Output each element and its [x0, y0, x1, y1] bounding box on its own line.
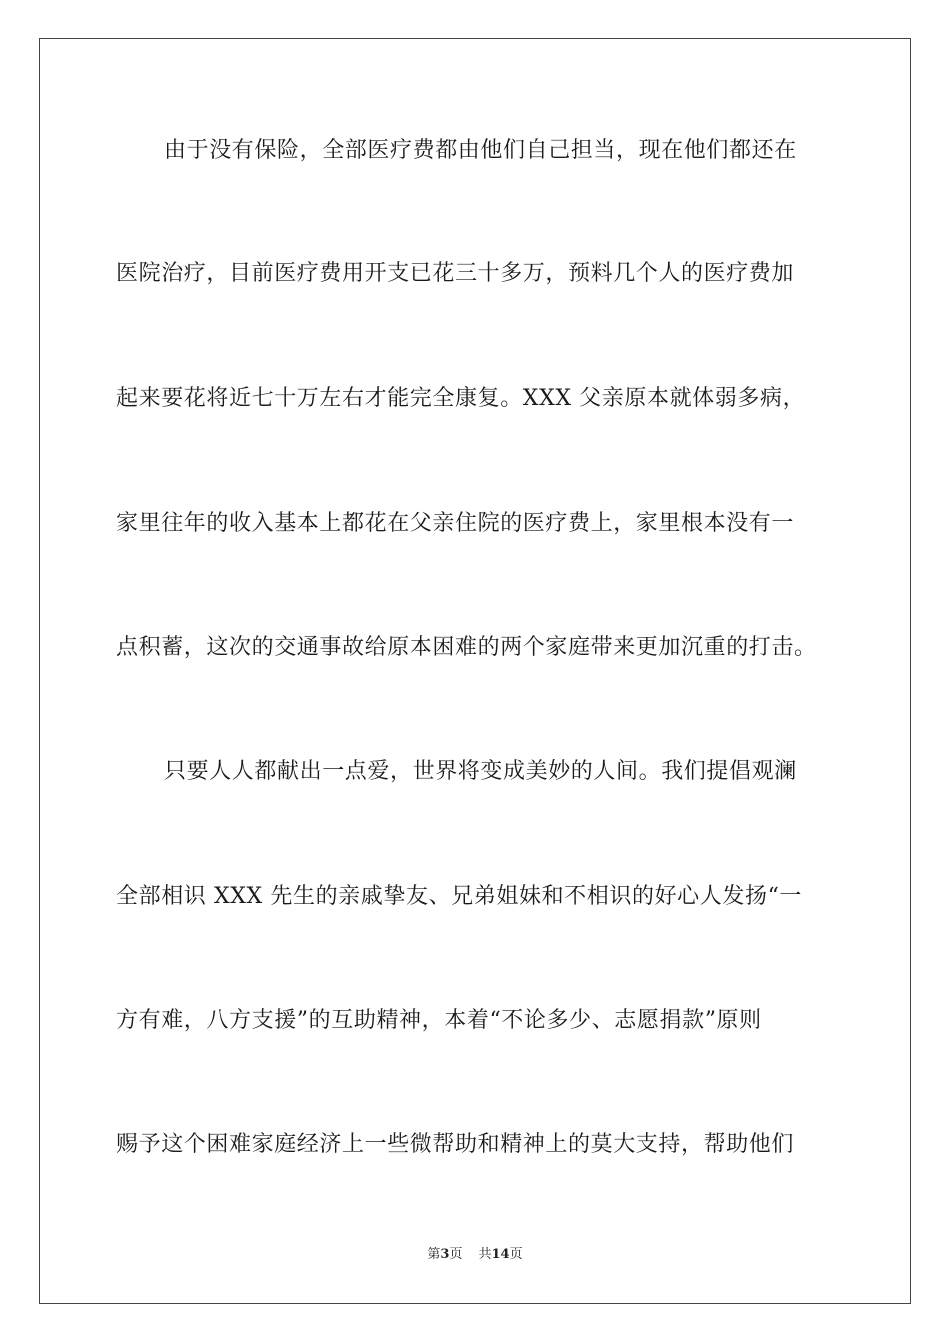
paragraph-2-line-3: 方有难，八方支援”的互助精神，本着“不论多少、志愿捐款”原则	[116, 1008, 762, 1033]
total-suffix: 页	[509, 1247, 523, 1262]
page-border	[39, 38, 911, 1304]
paragraph-2-line-1: 只要人人都献出一点爱，世界将变成美妙的人间。我们提倡观澜	[164, 759, 797, 784]
page-footer	[0, 1246, 950, 1264]
paragraph-1-line-1: 由于没有保险，全部医疗费都由他们自己担当，现在他们都还在	[164, 138, 797, 163]
total-prefix: 共	[478, 1247, 492, 1262]
page-number: 3	[440, 1247, 450, 1262]
paragraph-2-line-4: 赐予这个困难家庭经济上一些微帮助和精神上的莫大支持，帮助他们	[116, 1132, 795, 1157]
paragraph-1-line-5: 点积蓄，这次的交通事故给原本困难的两个家庭带来更加沉重的打击。	[116, 635, 817, 660]
paragraph-1-line-3: 起来要花将近七十万左右才能完全康复。XXX 父亲原本就体弱多病，	[116, 386, 806, 411]
paragraph-1-line-4: 家里往年的收入基本上都花在父亲住院的医疗费上，家里根本没有一	[116, 511, 795, 536]
paragraph-1-line-2: 医院治疗，目前医疗费用开支已花三十多万，预料几个人的医疗费加	[116, 261, 795, 286]
total-pages: 14	[491, 1247, 510, 1262]
paragraph-2-line-2: 全部相识 XXX 先生的亲戚挚友、兄弟姐妹和不相识的好心人发扬“一	[116, 884, 803, 909]
page-suffix: 页	[449, 1247, 463, 1262]
page-prefix: 第	[427, 1247, 441, 1262]
